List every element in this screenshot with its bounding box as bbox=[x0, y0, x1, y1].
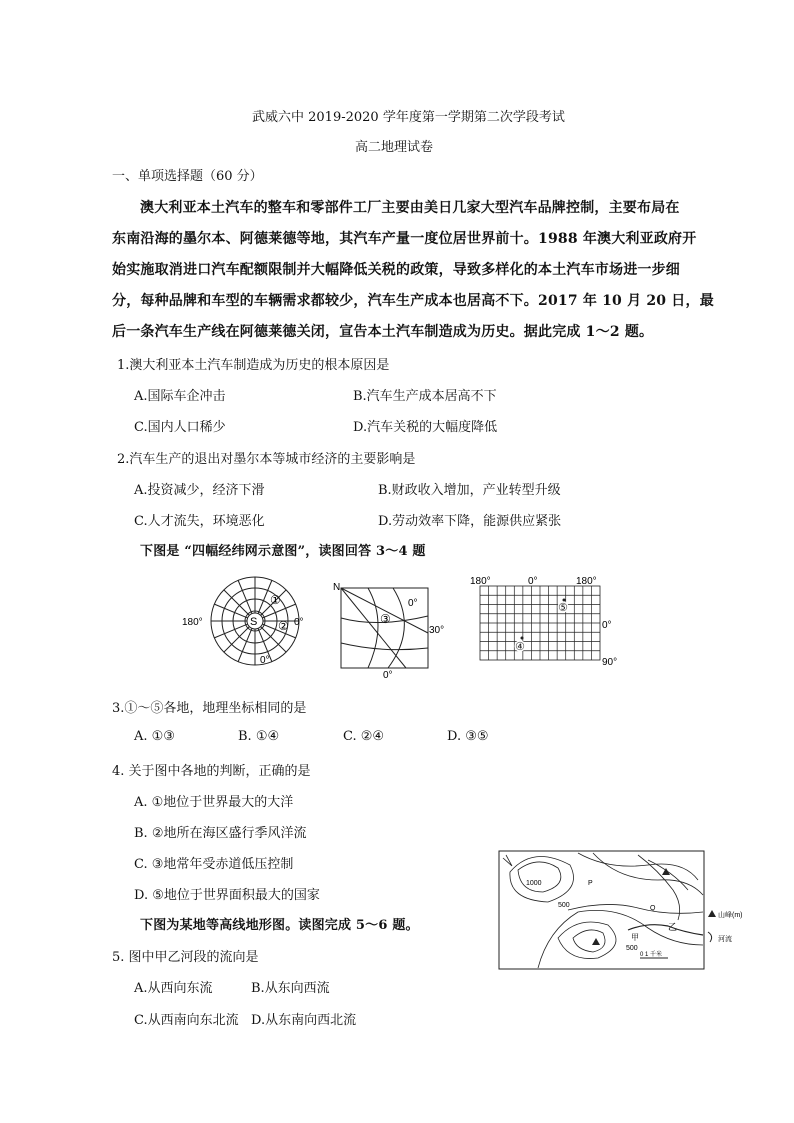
question-2-stem: 2.汽车生产的退出对墨尔本等城市经济的主要影响是 bbox=[117, 452, 416, 467]
scale-bar: 0 1 千米 bbox=[640, 952, 663, 958]
marker-1: ① bbox=[270, 593, 281, 607]
question-4-option-b[interactable]: B. ②地所在海区盛行季风洋流 bbox=[134, 826, 307, 841]
legend-river: 河流 bbox=[718, 936, 732, 943]
section-heading: 一、单项选择题（60 分） bbox=[112, 169, 263, 184]
question-3-option-a[interactable]: A. ①③ bbox=[134, 729, 175, 744]
label-yi: 乙 bbox=[668, 922, 678, 932]
exam-subtitle: 高二地理试卷 bbox=[355, 140, 434, 155]
question-3-option-d[interactable]: D. ③⑤ bbox=[447, 729, 489, 744]
question-4-stem: 4. 关于图中各地的判断，正确的是 bbox=[112, 764, 311, 779]
legend-peak: 山峰(m) bbox=[718, 912, 743, 919]
figure-intro-3-4: 下图是 “四幅经纬网示意图”，读图回答 3～4 题 bbox=[140, 544, 426, 559]
exam-title: 武威六中 2019-2020 学年度第一学期第二次学段考试 bbox=[252, 110, 565, 125]
label-90: 90° bbox=[602, 657, 618, 668]
figure-polar-grid bbox=[180, 575, 315, 675]
question-3-option-b[interactable]: B. ①④ bbox=[238, 729, 280, 744]
question-3-option-c[interactable]: C. ②④ bbox=[343, 729, 385, 744]
question-1-option-b[interactable]: B.汽车生产成本居高不下 bbox=[353, 389, 497, 404]
marker-3: ③ bbox=[380, 612, 391, 626]
question-1-option-d[interactable]: D.汽车关税的大幅度降低 bbox=[353, 420, 498, 435]
figure-quadrant-grid bbox=[328, 578, 453, 682]
question-5-stem: 5. 图中甲乙河段的流向是 bbox=[112, 950, 259, 965]
question-1-option-a[interactable]: A.国际车企冲击 bbox=[134, 389, 226, 404]
passage-line: 东南沿海的墨尔本、阿德莱德等地，其汽车产量一度位居世界前十。1988 年澳大利亚政府开 bbox=[112, 231, 697, 247]
question-2-option-d[interactable]: D.劳动效率下降，能源供应紧张 bbox=[378, 514, 562, 529]
label-0-right-3: 0° bbox=[602, 620, 612, 631]
question-5-option-b[interactable]: B.从东向西流 bbox=[251, 981, 330, 996]
label-jia: 甲 bbox=[631, 933, 639, 942]
north-label: N bbox=[333, 582, 341, 593]
question-4-option-a[interactable]: A. ①地位于世界最大的大洋 bbox=[134, 795, 294, 810]
label-0-right: 0° bbox=[294, 617, 304, 628]
contour-500-a: 500 bbox=[558, 902, 570, 909]
passage-line: 分，每种品牌和车型的车辆需求都较少，汽车生产成本也居高不下。2017 年 10 月 20 日，最 bbox=[112, 293, 714, 309]
question-3-stem: 3.①～⑤各地，地理坐标相同的是 bbox=[112, 701, 307, 716]
figure-contour-map bbox=[498, 850, 750, 972]
figure-intro-5-6: 下图为某地等高线地形图。读图完成 5～6 题。 bbox=[140, 918, 419, 933]
question-2-option-c[interactable]: C.人才流失，环境恶化 bbox=[134, 514, 265, 529]
label-q: Q bbox=[650, 905, 656, 912]
label-p: P bbox=[588, 880, 593, 887]
question-5-option-d[interactable]: D.从东南向西北流 bbox=[251, 1013, 357, 1028]
figure-rect-grid bbox=[470, 574, 620, 674]
question-4-option-c[interactable]: C. ③地常年受赤道低压控制 bbox=[134, 857, 294, 872]
question-2-option-a[interactable]: A.投资减少，经济下滑 bbox=[134, 483, 265, 498]
question-1-stem: 1.澳大利亚本土汽车制造成为历史的根本原因是 bbox=[117, 358, 390, 373]
label-180-left: 180° bbox=[470, 576, 491, 587]
question-5-option-c[interactable]: C.从西南向东北流 bbox=[134, 1013, 239, 1028]
label-0-top: 0° bbox=[408, 598, 418, 609]
label-30: 30° bbox=[429, 625, 445, 636]
question-4-option-d[interactable]: D. ⑤地位于世界面积最大的国家 bbox=[134, 888, 320, 903]
question-5-option-a[interactable]: A.从西向东流 bbox=[134, 981, 213, 996]
marker-4: ④ bbox=[515, 641, 525, 653]
question-2-option-b[interactable]: B.财政收入增加，产业转型升级 bbox=[378, 483, 561, 498]
south-pole-label: S bbox=[250, 616, 258, 628]
passage-line: 澳大利亚本土汽车的整车和零部件工厂主要由美日几家大型汽车品牌控制，主要布局在 bbox=[140, 200, 680, 216]
contour-1000: 1000 bbox=[526, 880, 542, 887]
question-1-option-c[interactable]: C.国内人口稀少 bbox=[134, 420, 226, 435]
label-0-bottom-2: 0° bbox=[383, 670, 393, 681]
contour-500-b: 500 bbox=[626, 945, 638, 952]
label-0-top-3: 0° bbox=[528, 576, 538, 587]
label-180-right: 180° bbox=[576, 576, 597, 587]
label-180: 180° bbox=[182, 617, 203, 628]
passage-line: 始实施取消进口汽车配额限制并大幅降低关税的政策，导致多样化的本土汽车市场进一步细 bbox=[112, 262, 680, 278]
marker-2: ② bbox=[278, 619, 289, 633]
label-0-bottom: 0° bbox=[260, 655, 270, 666]
marker-5: ⑤ bbox=[558, 602, 568, 614]
passage-line: 后一条汽车生产线在阿德莱德关闭，宣告本土汽车制造成为历史。据此完成 1～2 题。 bbox=[112, 324, 654, 340]
